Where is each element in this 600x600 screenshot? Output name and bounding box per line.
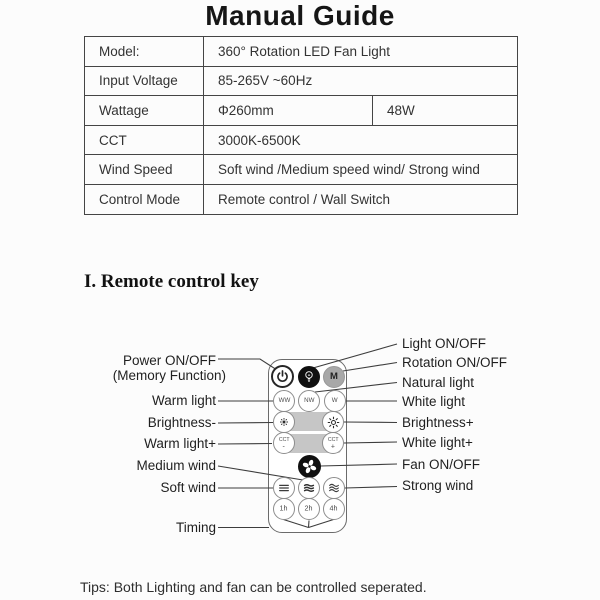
natural-white-button: [298, 390, 320, 412]
spec-label: Model:: [85, 37, 204, 67]
callout-line-warm-light-plus: [218, 444, 272, 445]
callout-label-warm-light-plus: Warm light+: [144, 436, 216, 451]
page-title: Manual Guide: [205, 0, 395, 31]
table-row: [85, 125, 518, 155]
callout-line-white-light-plus: [344, 442, 397, 443]
spec-value: 360° Rotation LED Fan Light: [204, 37, 518, 67]
callout-label-power-on-off: Power ON/OFF: [122, 353, 216, 368]
table-row: [85, 96, 518, 126]
cct-minus-sign: -: [282, 442, 286, 450]
fan-icon: [301, 458, 318, 475]
waves-icon: [327, 481, 341, 495]
fan-button: [298, 455, 321, 478]
bulb-icon: [303, 370, 315, 384]
callout-line-strong-wind: [345, 487, 397, 489]
spec-value: 3000K-6500K: [204, 125, 518, 155]
callout-line-rotation: [343, 363, 397, 372]
callout-label-warm-light: Warm light: [151, 393, 216, 408]
spec-value: 48W: [373, 96, 518, 126]
cct-plus-label: CCT: [327, 435, 339, 442]
callout-label-fan-on-off: Fan ON/OFF: [402, 457, 481, 472]
callout-label-memory-function: (Memory Function): [112, 368, 226, 383]
table-row: [85, 155, 518, 185]
spec-label: Wattage: [85, 96, 204, 126]
power-button: [271, 365, 294, 388]
light-button: [298, 366, 320, 388]
spec-label: CCT: [85, 125, 204, 155]
timer-1h-button: [273, 498, 295, 520]
timer-4h-button: [323, 498, 345, 520]
white-button: [324, 390, 346, 412]
callout-label-brightness-plus: Brightness+: [402, 415, 474, 430]
small-waves-icon: [302, 481, 316, 495]
medium-wind-button: [298, 477, 320, 499]
callout-line-medium-wind: [218, 466, 303, 480]
spec-label: Wind Speed: [85, 155, 204, 185]
table-row: [85, 184, 518, 214]
spec-value: Φ260mm: [204, 96, 373, 126]
white-label: W: [332, 397, 338, 405]
timer-4h-label: 4h: [329, 504, 339, 513]
callout-lines: [0, 330, 600, 580]
callout-label-timing: Timing: [175, 520, 216, 535]
soft-wind-button: [273, 477, 295, 499]
power-icon: [276, 370, 289, 383]
callout-label-white-light: White light: [402, 394, 466, 409]
table-row: [85, 66, 518, 96]
warm-white-button: [273, 390, 295, 412]
callout-line-brightness-plus: [344, 422, 397, 423]
mode-button-label: M: [330, 371, 338, 383]
table-row: [85, 37, 518, 67]
dim-sun-icon: [278, 416, 290, 428]
spec-label: Control Mode: [85, 184, 204, 214]
callout-label-soft-wind: Soft wind: [160, 480, 216, 495]
cct-plus-button: [322, 432, 344, 454]
cct-minus-button: [273, 432, 295, 454]
warm-white-label: WW: [278, 397, 290, 405]
section-heading: I. Remote control key: [84, 271, 259, 292]
callout-label-white-light-plus: White light+: [402, 435, 473, 450]
timer-2h-label: 2h: [304, 504, 314, 513]
callout-line-brightness-minus: [218, 423, 273, 424]
callout-label-rotation-on-off: Rotation ON/OFF: [402, 355, 508, 370]
natural-white-label: NW: [303, 397, 315, 405]
spec-value: 85-265V ~60Hz: [204, 66, 518, 96]
callout-line-power: [218, 359, 277, 370]
mode-button: [323, 366, 345, 388]
remote-control-diagram: [0, 330, 600, 580]
timer-2h-button: [298, 498, 320, 520]
callout-label-medium-wind: Medium wind: [136, 458, 216, 473]
bright-sun-icon: [326, 415, 341, 430]
cct-plus-sign: +: [330, 442, 336, 450]
spec-value: Remote control / Wall Switch: [204, 184, 518, 214]
callout-line-fan: [321, 464, 398, 466]
strong-wind-button: [323, 477, 345, 499]
spec-value: Soft wind /Medium speed wind/ Strong wind: [204, 155, 518, 185]
timer-1h-label: 1h: [279, 504, 289, 513]
timing-converge-lines: [284, 520, 334, 528]
tips-text: Tips: Both Lighting and fan can be controlled seperated.: [80, 579, 427, 595]
brightness-plus-button: [322, 411, 344, 433]
cct-minus-label: CCT: [278, 435, 290, 442]
brightness-minus-button: [273, 411, 295, 433]
callout-label-strong-wind: Strong wind: [402, 478, 474, 493]
spec-table: [84, 36, 518, 215]
callout-label-brightness-minus: Brightness-: [147, 415, 216, 430]
straight-lines-icon: [277, 481, 291, 495]
callout-label-natural-light: Natural light: [402, 375, 475, 390]
callout-label-light-on-off: Light ON/OFF: [402, 336, 487, 351]
spec-label: Input Voltage: [85, 66, 204, 96]
